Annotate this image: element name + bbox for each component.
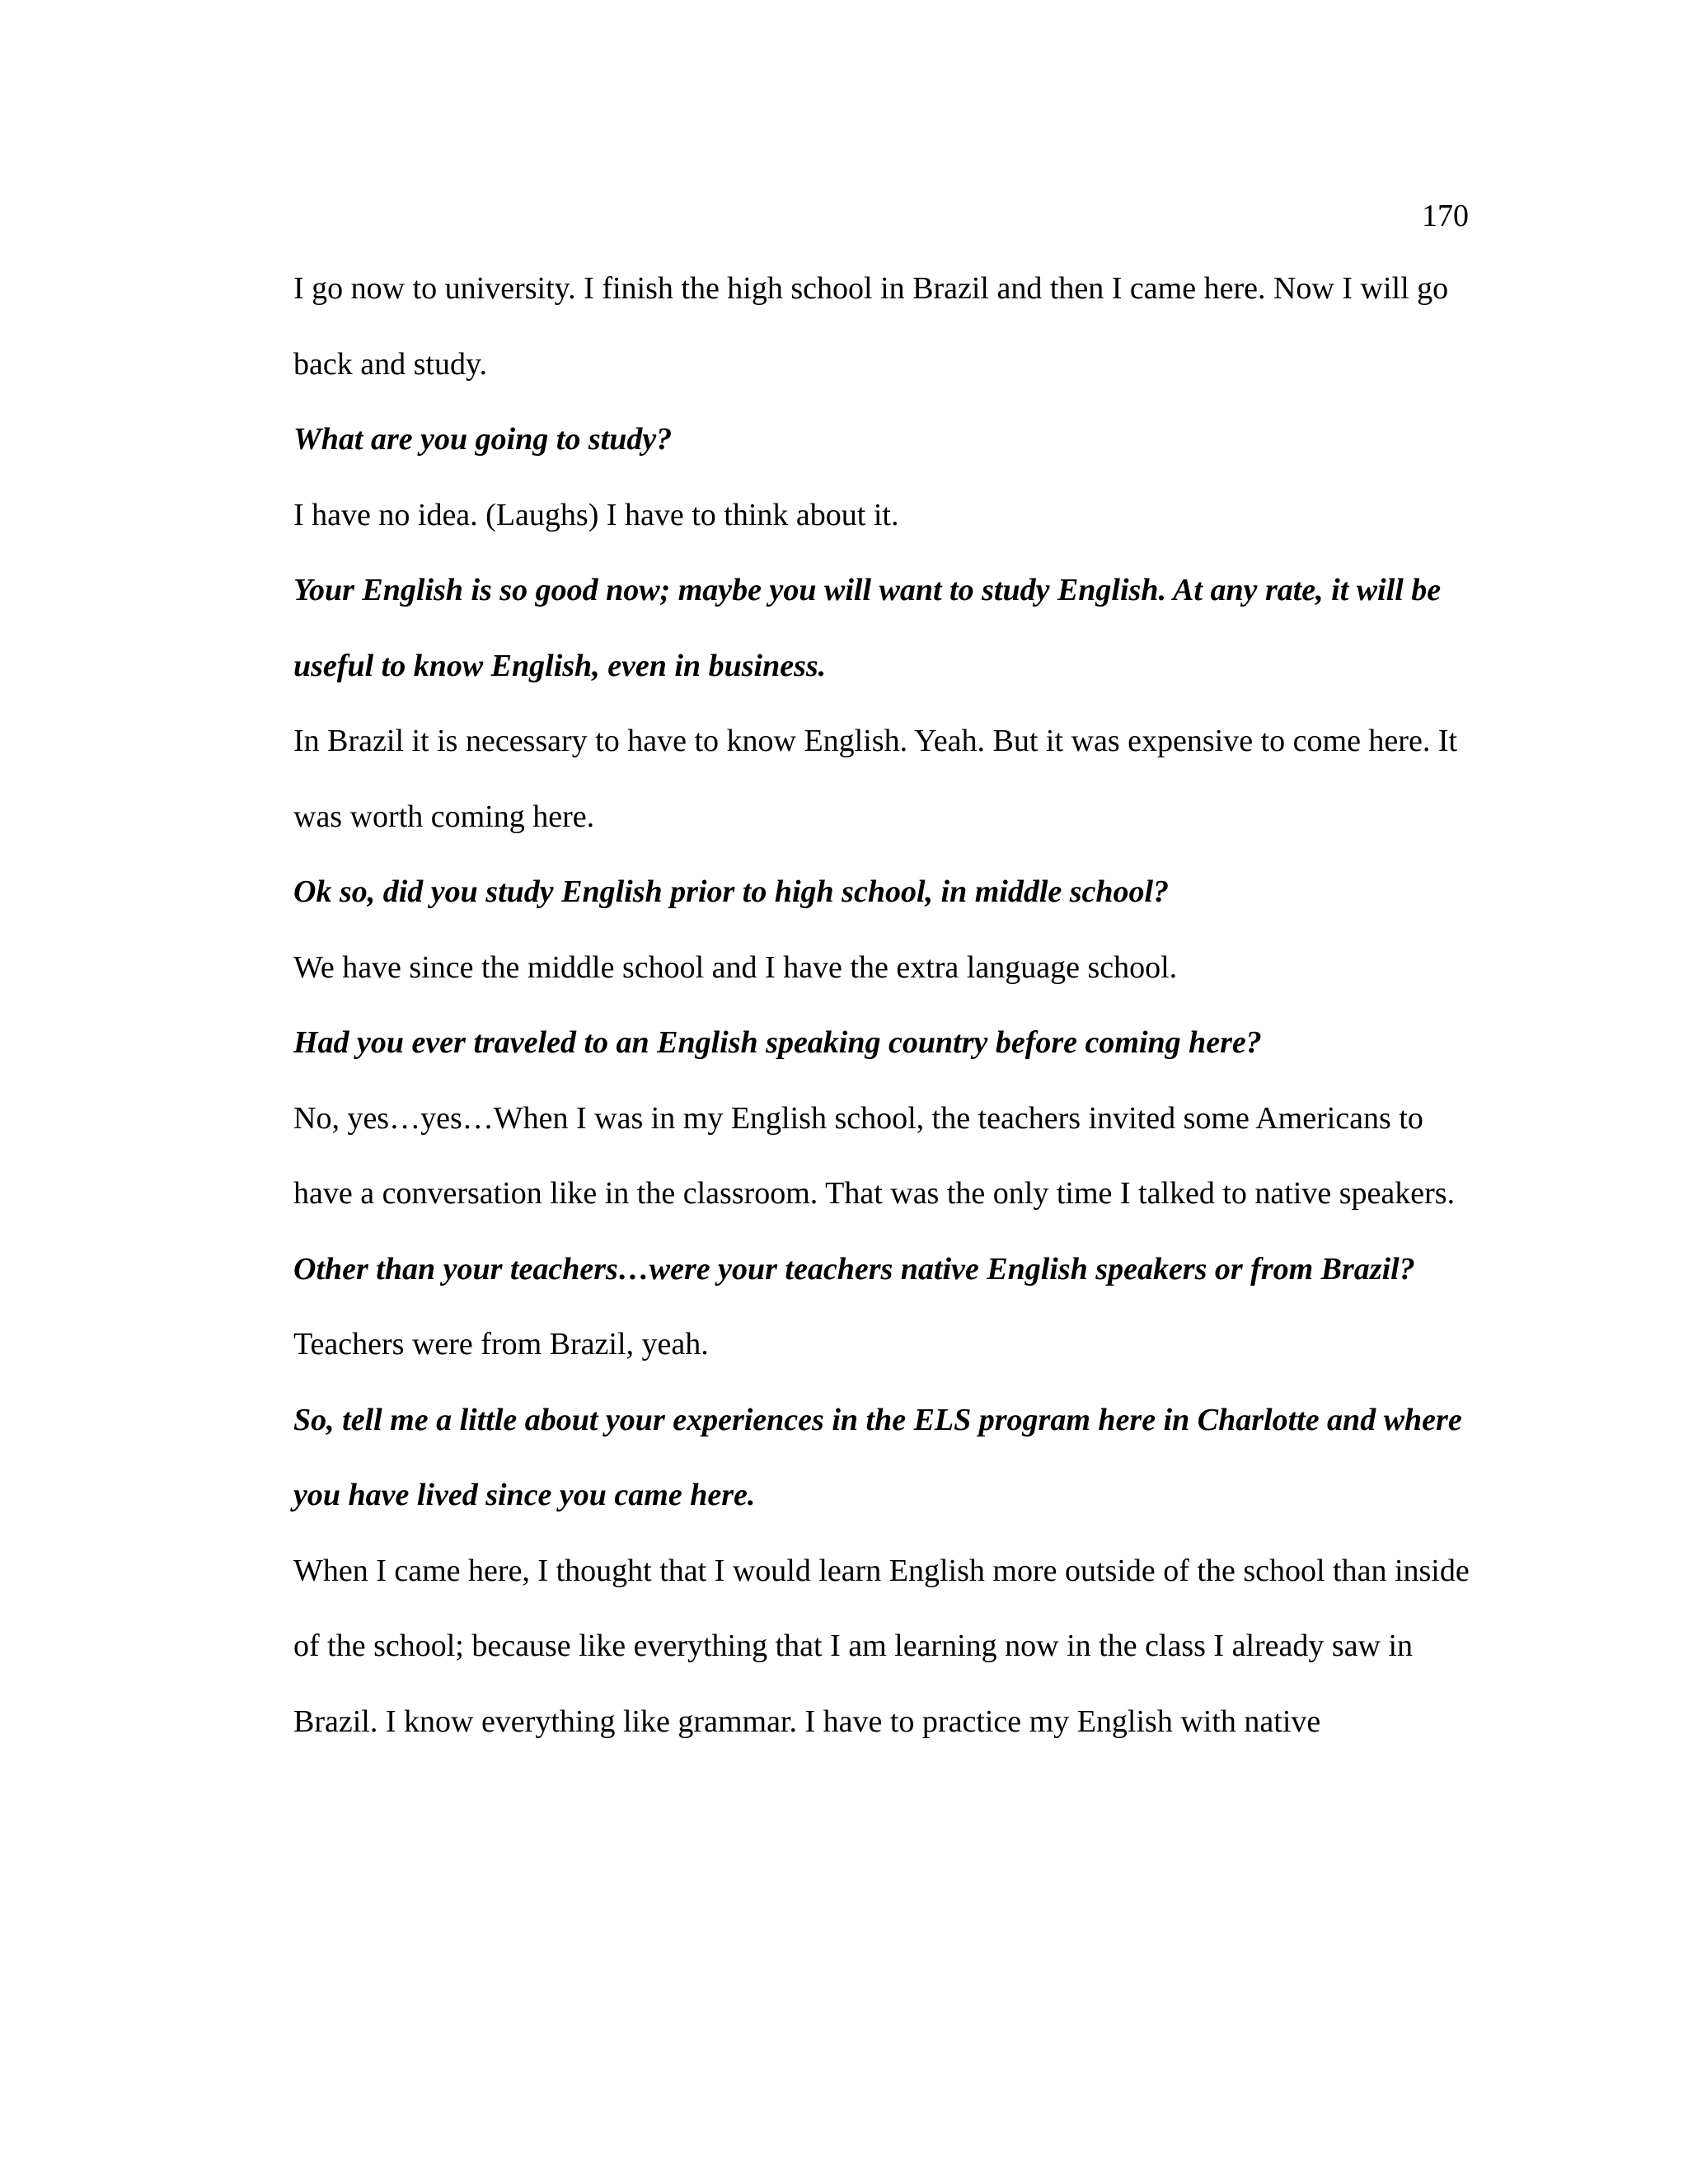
question-paragraph: Ok so, did you study English prior to high school, in middle school? — [293, 874, 1170, 909]
page-number: 170 — [1422, 199, 1469, 233]
answer-paragraph: No, yes…yes…When I was in my English school, the teachers invited some Americans to have a conversation like in the classroom. That was the only time I talked to native speakers. — [293, 1100, 1456, 1211]
question-paragraph: Other than your teachers…were your teachers native English speakers or from Brazil? — [293, 1251, 1415, 1286]
question-paragraph: So, tell me a little about your experiences in the ELS program here in Charlotte and where you have lived since you came here. — [293, 1402, 1462, 1512]
answer-paragraph: I go now to university. I finish the high school in Brazil and then I came here. Now I will go back and study. — [293, 271, 1449, 382]
answer-paragraph: In Brazil it is necessary to have to know English. Yeah. But it was expensive to come here. It was worth coming here. — [293, 724, 1458, 834]
answer-paragraph: I have no idea. (Laughs) I have to think about it. — [293, 497, 899, 532]
answer-paragraph: When I came here, I thought that I would learn English more outside of the school than inside of the school; because like everything that I am learning now in the class I already saw in Brazil. I know everything like grammar. I have to practice my English with native — [293, 1553, 1470, 1739]
question-paragraph: Had you ever traveled to an English speaking country before coming here? — [293, 1025, 1262, 1060]
question-paragraph: Your English is so good now; maybe you will want to study English. At any rate, it will be useful to know English, even in business. — [293, 573, 1442, 683]
transcript-body — [293, 251, 1472, 1760]
question-paragraph: What are you going to study? — [293, 422, 673, 457]
answer-paragraph: We have since the middle school and I have the extra language school. — [293, 949, 1178, 985]
answer-paragraph: Teachers were from Brazil, yeah. — [293, 1327, 709, 1361]
